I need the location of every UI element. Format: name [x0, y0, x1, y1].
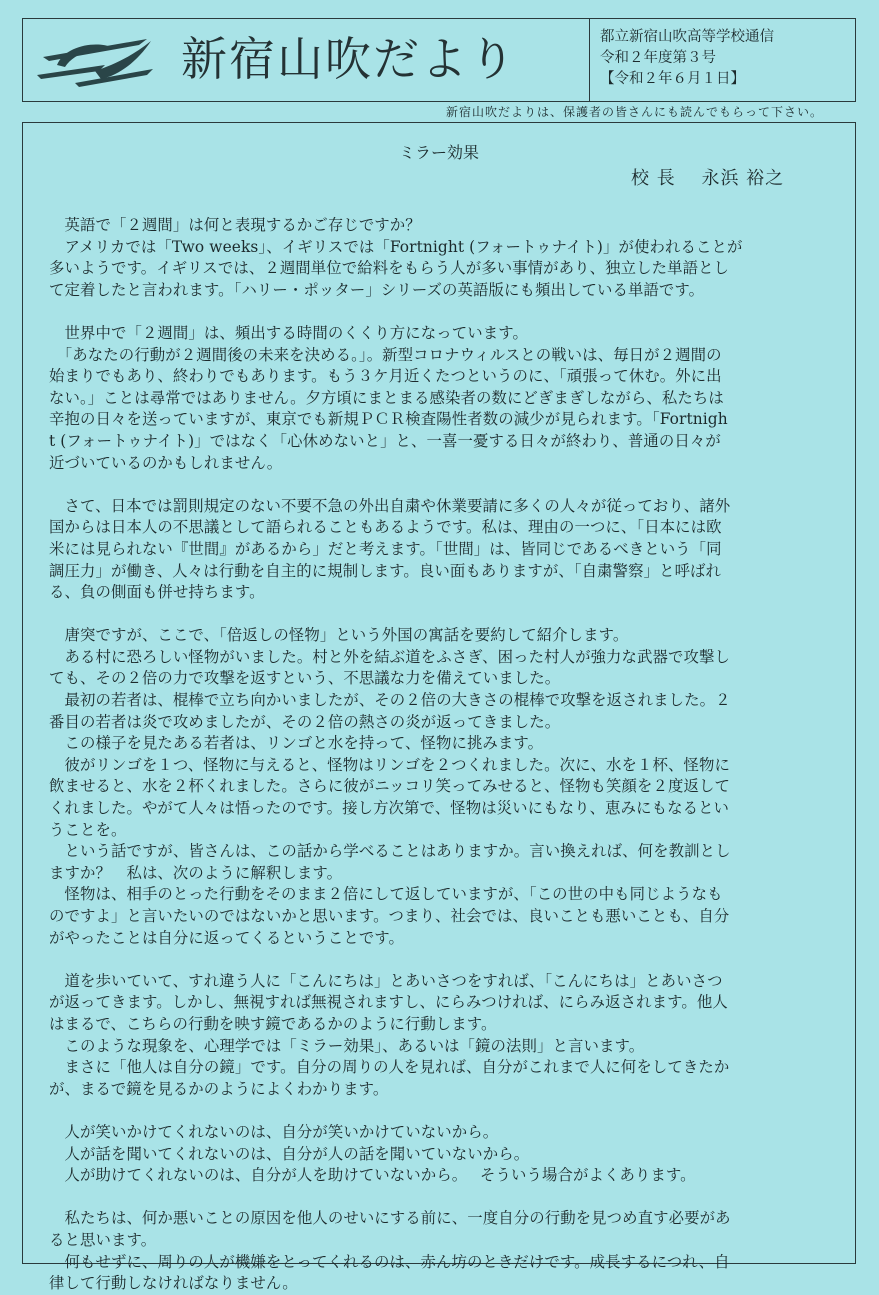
article-line: が、まるで鏡を見るかのようによくわかります。 [49, 1079, 389, 1098]
article-line: ても、その２倍の力で攻撃を返すという、不思議な力を備えていました。 [49, 669, 561, 688]
article-author: 校 長 永浜 裕之 [631, 168, 785, 189]
article-line: 唐突ですが、ここで、「倍返しの怪物」という外国の寓話を要約して紹介します。 [49, 626, 629, 645]
article-title: ミラー効果 [398, 143, 479, 162]
paragraph-gap [49, 301, 859, 323]
article-line: 始まりでもあり、終わりでもあります。もう３ケ月近くたつというのに、「頑張って休む。外に出 [49, 367, 722, 386]
article-line: 近づいているのかもしれません。 [49, 453, 283, 472]
article-line: はまるで、こちらの行動を映す鏡であるかのように行動します。 [49, 1014, 497, 1033]
article-line: t (フォートゥナイト)」ではなく「心休めないと」と、一喜一憂する日々が終わり、普通の日々が [49, 431, 721, 450]
article-line: 英語で「２週間」は何と表現するかご存じですか？ [49, 216, 421, 234]
issue-info [590, 19, 855, 101]
article-line: 人が話を聞いてくれないのは、自分が人の話を聞いていないから。 [49, 1144, 530, 1163]
article-line: が返ってきます。しかし、無視すれば無視されますし、にらみつければ、にらみ返されます。他人 [49, 993, 728, 1012]
school-name: 都立新宿山吹高等学校通信 [600, 29, 774, 45]
article-line: 私たちは、何か悪いことの原因を他人のせいにする前に、一度自分の行動を見つめ直す必要があ [49, 1209, 731, 1228]
article-line: ある村に恐ろしい怪物がいました。村と外を結ぶ道をふさぎ、困った村人が強力な武器で攻撃し [49, 647, 730, 666]
article-line: 米には見られない『世間』があるから」だと考えます。「世間」は、皆同じであるべきという「同 [49, 539, 722, 558]
article-line: うことを。 [49, 820, 127, 839]
article-line: 何もせずに、周りの人が機嫌をとってくれるのは、赤ん坊のときだけです。成長するにつれ、自 [49, 1252, 730, 1271]
article-line: 飲ませると、水を２杯くれました。さらに彼がニッコリ笑ってみせると、怪物も笑顔を２度返して [49, 777, 730, 796]
article-line: さて、日本では罰則規定のない不要不急の外出自粛や休業要請に多くの人々が従っており、諸外 [49, 496, 731, 515]
article-line: ない。」ことは尋常ではありません。夕方頃にまとまる感染者の数にどぎまぎしながら、私たちは [49, 388, 724, 407]
article-line: アメリカでは「Two weeks」、イギリスでは「Fortnight (フォートゥナイト)」が使われることが [49, 237, 743, 256]
article-line: 国からは日本人の不思議として語られることもあるようです。私は、理由の一つに、「日本には欧 [49, 518, 722, 537]
article-line: という話ですが、皆さんは、この話から学べることはありますか。言い換えれば、何を教訓とし [49, 842, 731, 861]
article-line: 「あなたの行動が２週間後の未来を決める。」。新型コロナウィルスとの戦いは、毎日が２週間の [49, 345, 722, 364]
article-line: 怪物は、相手のとった行動をそのまま２倍にして返していますが、「この世の中も同じようなも [49, 885, 723, 904]
article-line: 番目の若者は炎で攻めましたが、その２倍の熱さの炎が返ってきました。 [49, 712, 561, 731]
article-line: ると思います。 [49, 1230, 157, 1249]
paragraph-gap [49, 474, 859, 496]
article-line: ますか？ 私は、次のように解釈します。 [49, 863, 343, 882]
guardian-note: 新宿山吹だよりは、保護者の皆さんにも読んでもらって下さい。 [445, 105, 823, 119]
article-line: 人が笑いかけてくれないのは、自分が笑いかけていないから。 [49, 1122, 499, 1141]
paragraph-gap [49, 604, 859, 626]
article-line: まさに「他人は自分の鏡」です。自分の周りの人を見れば、自分がこれまで人に何をしてきたか [49, 1058, 730, 1077]
issue-date: 【令和２年６月１日】 [600, 71, 745, 87]
issue-number: 令和２年度第３号 [600, 50, 716, 66]
article-line: 人が助けてくれないのは、自分が人を助けていないから。 そういう場合がよくあります。 [49, 1166, 696, 1185]
newsletter-header [22, 18, 856, 102]
article-line: のですよ」と言いたいのではないかと思います。つまり、社会では、良いことも悪いことも、自分 [49, 907, 730, 925]
article-line: このような現象を、心理学では「ミラー効果」、あるいは「鏡の法則」と言います。 [49, 1036, 645, 1055]
school-logo-icon [35, 35, 155, 87]
paragraph-gap [49, 1100, 859, 1122]
masthead [23, 19, 590, 101]
article-line: 多いようです。イギリスでは、２週間単位で給料をもらう人が多い事情があり、独立した単語とし [49, 259, 730, 278]
article-line: 最初の若者は、棍棒で立ち向かいましたが、その２倍の大きさの棍棒で攻撃を返されました。２ [49, 691, 731, 710]
article-line: て定着したと言われます。「ハリー・ポッター」シリーズの英語版にも頻出している単語です。 [49, 280, 705, 299]
article-line: 辛抱の日々を送っていますが、東京でも新規ＰＣＲ検査陽性者数の減少が見られます。「Fortnigh [49, 410, 728, 429]
article-line: 調圧力」が働き、人々は行動を自主的に規制します。良い面もありますが、「自粛警察」と呼ばれ [49, 561, 722, 580]
article-body [49, 215, 859, 1295]
article-line: この様子を見たある若者は、リンゴと水を持って、怪物に挑みます。 [49, 734, 544, 753]
article-line: 彼がリンゴを１つ、怪物に与えると、怪物はリンゴを２つくれました。次に、水を１杯、怪物に [49, 755, 730, 774]
article-line: る、負の側面も併せ持ちます。 [49, 583, 265, 602]
article-line: 道を歩いていて、すれ違う人に「こんにちは」とあいさつをすれば、「こんにちは」とあいさつ [49, 971, 723, 990]
paragraph-gap [49, 1187, 859, 1209]
article-line: くれました。やがて人々は悟ったのです。接し方次第で、怪物は災いにもなり、恵みにもなるとい [49, 799, 730, 818]
newsletter-title: 新宿山吹だより [181, 32, 517, 86]
article-line: 律して行動しなければなりません。 [49, 1274, 298, 1293]
article-frame [22, 122, 856, 1293]
article-line: 世界中で「２週間」は、頻出する時間のくくり方になっています。 [49, 323, 528, 342]
paragraph-gap [49, 949, 859, 971]
article-line: がやったことは自分に返ってくるということです。 [49, 928, 405, 947]
